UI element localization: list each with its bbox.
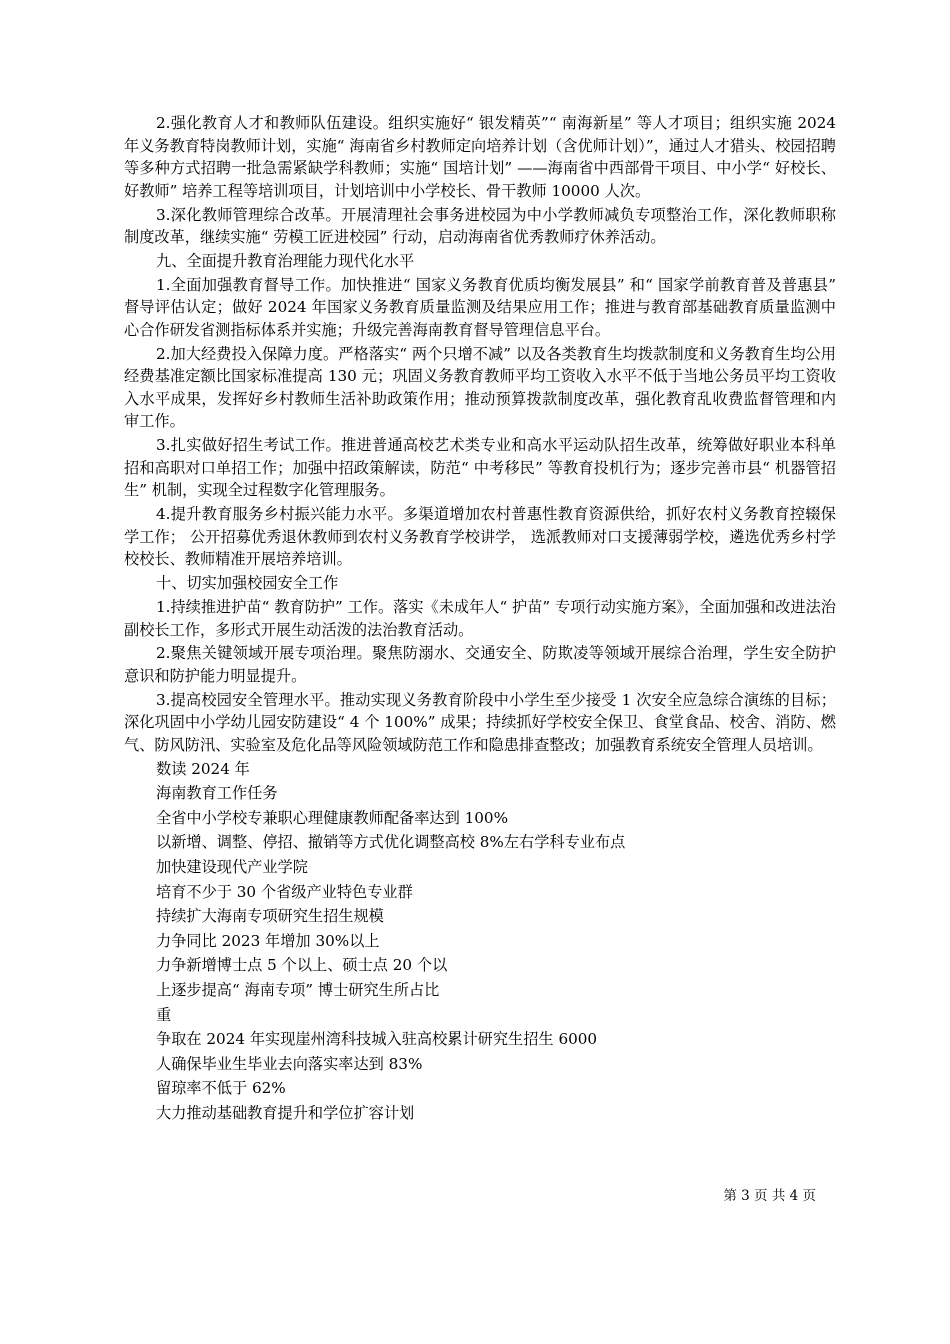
paragraph-rural: 4.提升教育服务乡村振兴能力水平。多渠道增加农村普惠性教育资源供给，抓好农村义务教育控辍保学工作； 公开招募优秀退休教师到农村义务教育学校讲学， 选派教师对口支援薄弱学校，遴选优秀乡村学校校长、教师精准开展培养培训。 bbox=[124, 505, 836, 569]
list-item: 持续扩大海南专项研究生招生规模 bbox=[156, 907, 384, 926]
paragraph-safety: 3.提高校园安全管理水平。推动实现义务教育阶段中小学生至少接受 1 次安全应急综合演练的目标；深化巩固中小学幼儿园安防建设“ 4 个 100%” 成果；持续抓好学校安全保卫、食堂食品、校舍、消防、燃气、防风防汛、实验室及危化品等风险领域防范工作和隐患排查整改；加强教育系统安全管理人员培训。 bbox=[124, 690, 836, 754]
list-item: 以新增、调整、停招、撤销等方式优化调整高校 8%左右学科专业布点 bbox=[156, 833, 626, 852]
section-heading-9: 九、全面提升教育治理能力现代化水平 bbox=[156, 251, 415, 270]
paragraph-supervision: 1.全面加强教育督导工作。加快推进“ 国家义务教育优质均衡发展县” 和“ 国家学前教育普及普惠县” 督导评估认定；做好 2024 年国家义务教育质量监测及结果应用工作；推进与教育部基础教育质量监测中心合作研发省测指标体系并实施；升级完善海南教育督导管理信息平台。 bbox=[124, 275, 836, 339]
list-item: 全省中小学校专兼职心理健康教师配备率达到 100% bbox=[156, 808, 508, 827]
list-item: 留琼率不低于 62% bbox=[156, 1079, 286, 1098]
paragraph-protection: 1.持续推进护苗“ 教育防护” 工作。落实《未成年人“ 护苗” 专项行动实施方案》，全面加强和改进法治副校长工作，多形式开展生动活泼的法治教育活动。 bbox=[124, 597, 836, 639]
list-item: 重 bbox=[156, 1005, 172, 1024]
page-number: 第 3 页 共 4 页 bbox=[723, 1188, 816, 1204]
list-item: 加快建设现代产业学院 bbox=[156, 858, 308, 877]
list-item: 力争新增博士点 5 个以上、硕士点 20 个以 bbox=[156, 956, 448, 975]
paragraph-funding: 2.加大经费投入保障力度。严格落实“ 两个只增不减” 以及各类教育生均拨款制度和义务教育生均公用经费基准定额比国家标准提高 130 元；巩固义务教育教师平均工资收入水平不低于当地公务员平均工资收入水平成果，发挥好乡村教师生活补助政策作用；推动预算拨款制度改革，强化教育乱收费监督管理和内审工作。 bbox=[124, 344, 836, 431]
list-item: 海南教育工作任务 bbox=[156, 784, 278, 803]
key-figures-list bbox=[124, 758, 836, 1125]
section-heading-10: 十、切实加强校园安全工作 bbox=[156, 574, 339, 593]
list-item: 培育不少于 30 个省级产业特色专业群 bbox=[156, 882, 413, 901]
list-item: 人确保毕业生毕业去向落实率达到 83% bbox=[156, 1054, 423, 1073]
paragraph-teacher-talent: 2.强化教育人才和教师队伍建设。组织实施好“ 银发精英”“ 南海新星” 等人才项目；组织实施 2024 年义务教育特岗教师计划，实施“ 海南省乡村教师定向培养计划（含优师计划）”，通过人才猎头、校园招聘等多种方式招聘一批急需紧缺学科教师；实施“ 国培计划” ——海南省中西部骨干项目、中小学“ 好校长、好教师” 培养工程等培训项目，计划培训中小学校长、骨干教师 10000 人次。 bbox=[124, 114, 836, 200]
paragraph-enrollment: 3.扎实做好招生考试工作。推进普通高校艺术类专业和高水平运动队招生改革，统筹做好职业本科单招和高职对口单招工作；加强中招政策解读，防范“ 中考移民” 等教育投机行为；逐步完善市县“ 机器管招生” 机制，实现全过程数字化管理服务。 bbox=[124, 436, 836, 500]
list-item: 数读 2024 年 bbox=[156, 759, 250, 778]
list-item: 力争同比 2023 年增加 30%以上 bbox=[156, 931, 380, 950]
paragraph-governance: 2.聚焦关键领域开展专项治理。聚焦防溺水、交通安全、防欺凌等领域开展综合治理，学生安全防护意识和防护能力明显提升。 bbox=[124, 644, 836, 685]
list-item: 争取在 2024 年实现崖州湾科技城入驻高校累计研究生招生 6000 bbox=[156, 1030, 598, 1049]
list-item: 大力推动基础教育提升和学位扩容计划 bbox=[156, 1104, 415, 1122]
paragraph-teacher-reform: 3.深化教师管理综合改革。开展清理社会事务进校园为中小学教师减负专项整治工作，深化教师职称制度改革，继续实施“ 劳模工匠进校园” 行动，启动海南省优秀教师疗休养活动。 bbox=[124, 205, 836, 247]
document-page bbox=[124, 112, 836, 1127]
list-item: 上逐步提高“ 海南专项” 博士研究生所占比 bbox=[156, 981, 440, 1000]
